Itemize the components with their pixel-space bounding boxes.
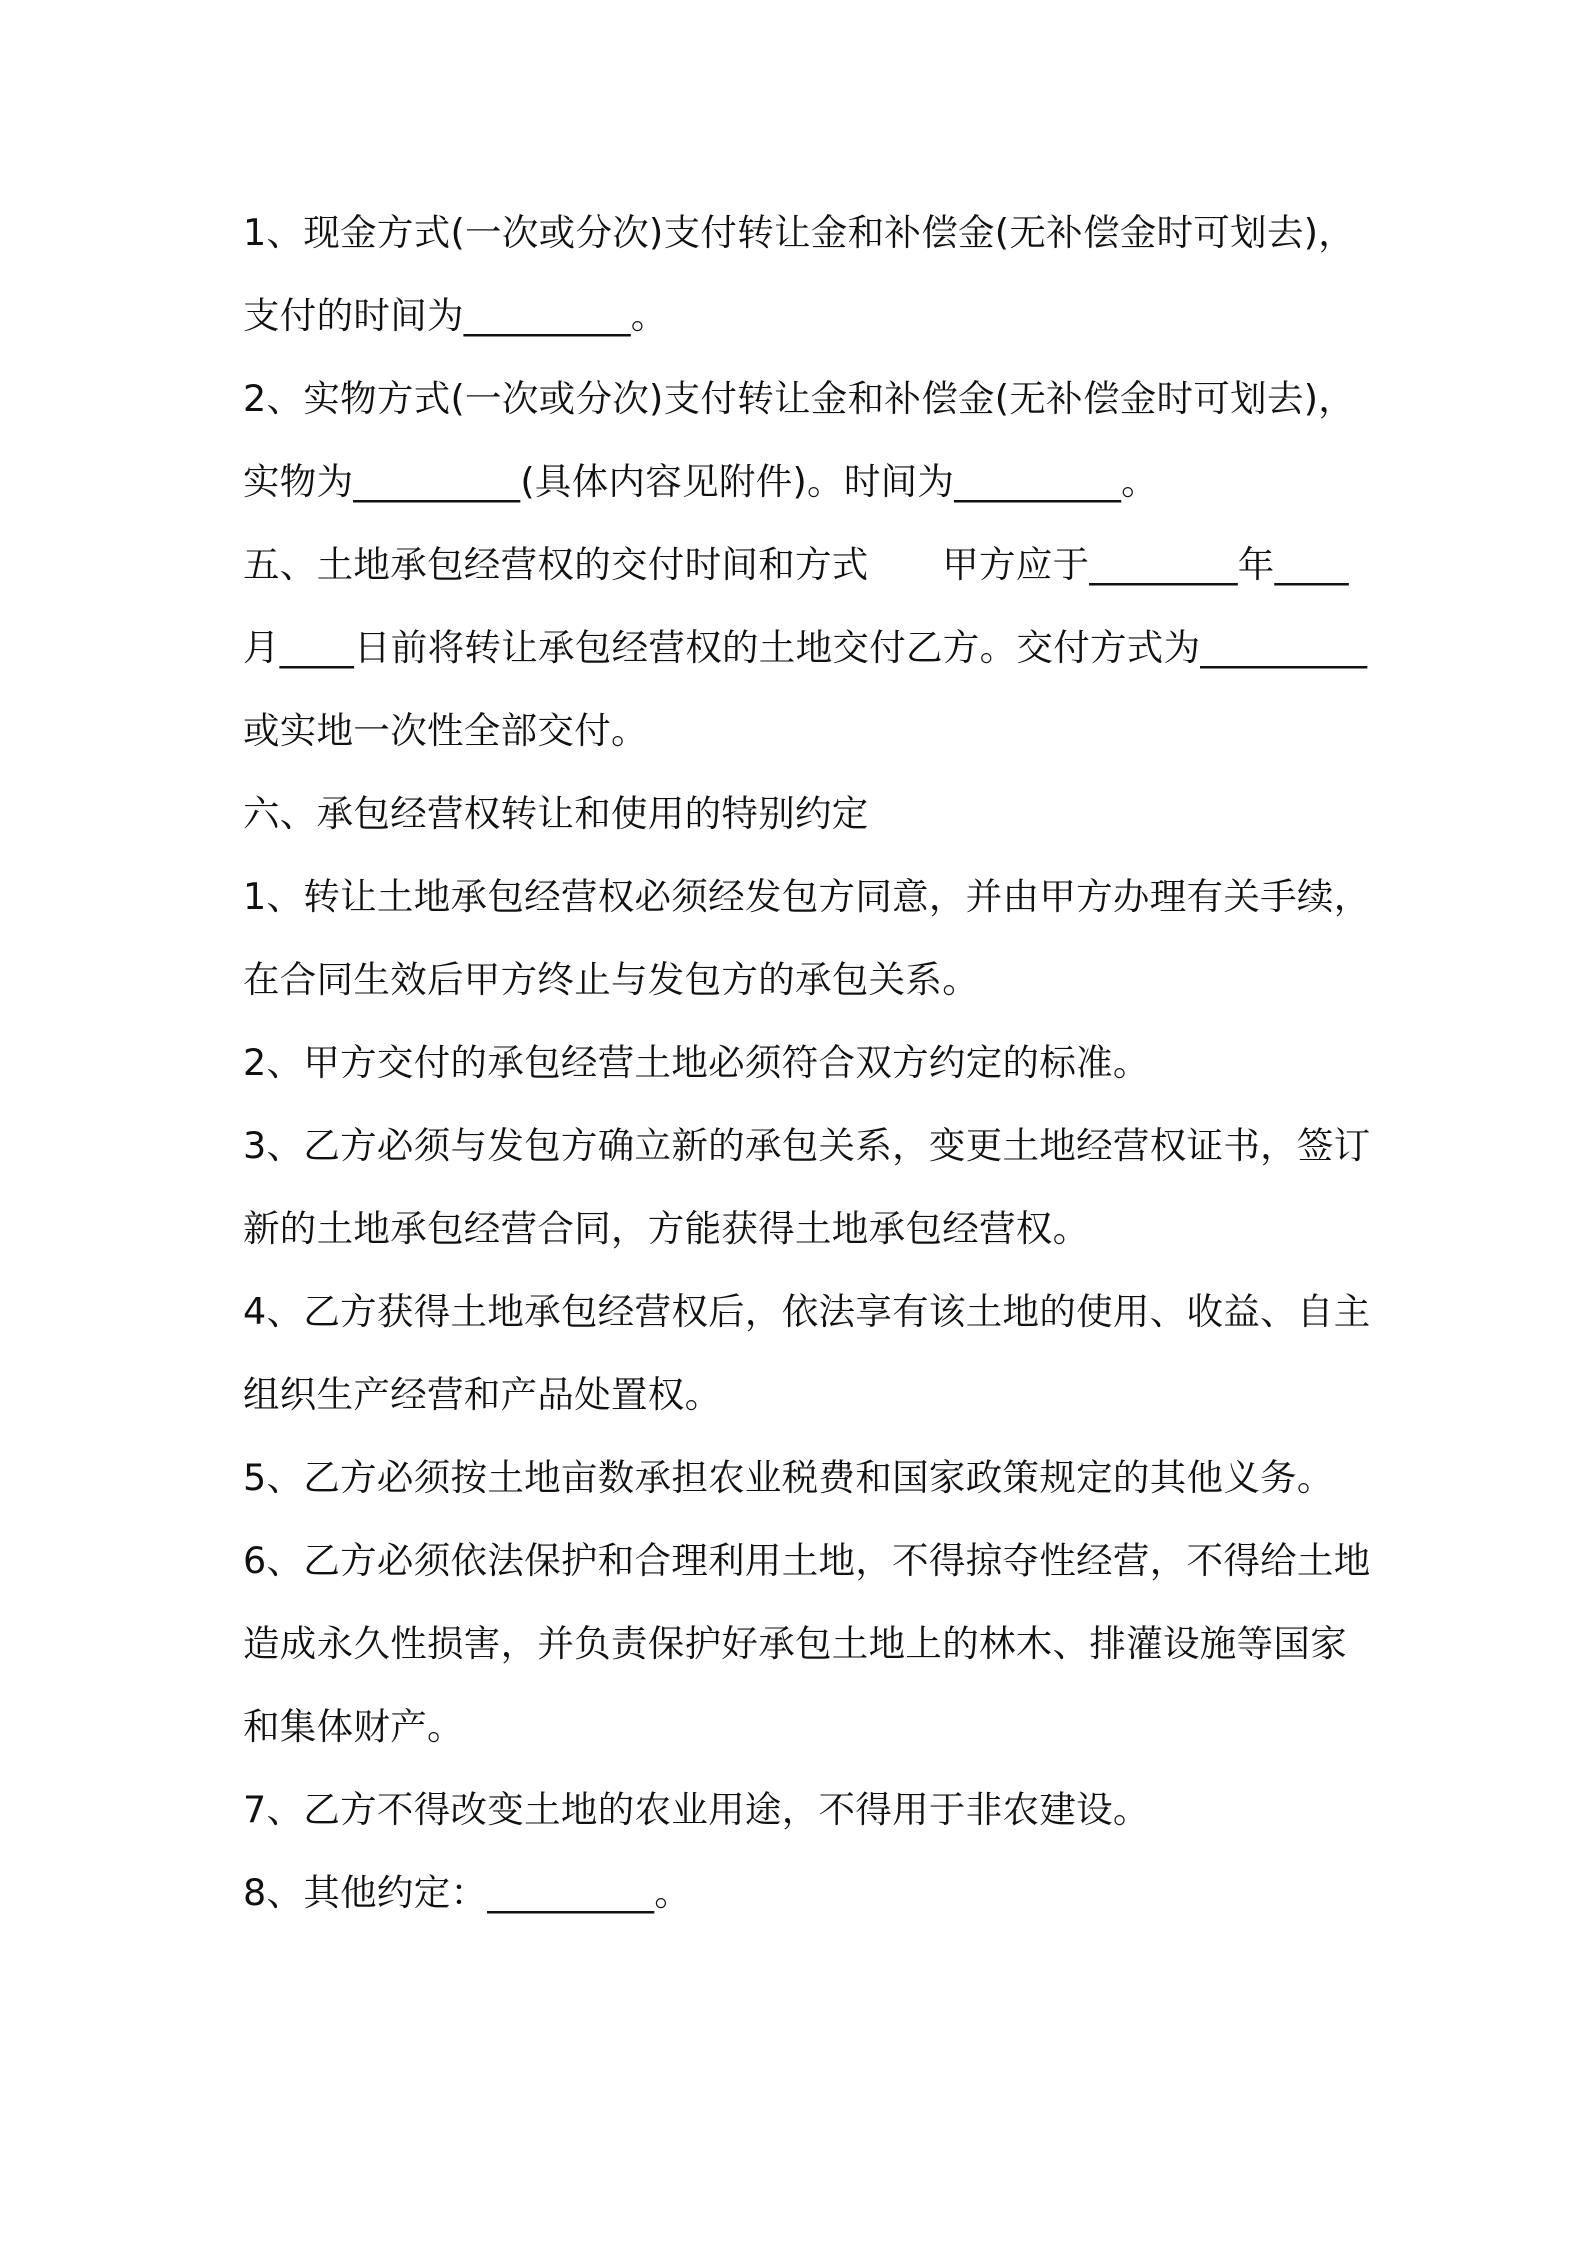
paragraph-clause-3: 3、乙方必须与发包方确立新的承包关系，变更土地经营权证书，签订新的土地承包经营合同，方能获得土地承包经营权。 xyxy=(243,1124,1371,1250)
paragraph-payment-in-kind: 2、实物方式(一次或分次)支付转让金和补偿金(无补偿金时可划去)，实物为_________(具体内容见附件)。时间为_________。 xyxy=(243,377,1356,503)
paragraph-payment-cash: 1、现金方式(一次或分次)支付转让金和补偿金(无补偿金时可划去)，支付的时间为_________。 xyxy=(243,211,1356,337)
paragraph-section-five-delivery: 五、土地承包经营权的交付时间和方式 甲方应于________年____月____日前将转让承包经营权的土地交付乙方。交付方式为_________或实地一次性全部交付。 xyxy=(243,543,1368,752)
document-body xyxy=(243,191,1383,1934)
paragraph-clause-4: 4、乙方获得土地承包经营权后，依法享有该土地的使用、收益、自主组织生产经营和产品处置权。 xyxy=(243,1290,1371,1416)
paragraph-clause-5: 5、乙方必须按土地亩数承担农业税费和国家政策规定的其他义务。 xyxy=(243,1456,1334,1499)
paragraph-clause-7: 7、乙方不得改变土地的农业用途，不得用于非农建设。 xyxy=(243,1788,1150,1831)
paragraph-clause-8: 8、其他约定：_________。 xyxy=(243,1871,692,1914)
section-six-heading: 六、承包经营权转让和使用的特别约定 xyxy=(243,792,869,835)
paragraph-clause-2: 2、甲方交付的承包经营土地必须符合双方约定的标准。 xyxy=(243,1041,1150,1084)
paragraph-clause-1: 1、转让土地承包经营权必须经发包方同意，并由甲方办理有关手续，在合同生效后甲方终止与发包方的承包关系。 xyxy=(243,875,1371,1001)
paragraph-clause-6: 6、乙方必须依法保护和合理利用土地，不得掠夺性经营，不得给土地造成永久性损害，并负责保护好承包土地上的林木、排灌设施等国家和集体财产。 xyxy=(243,1539,1371,1748)
